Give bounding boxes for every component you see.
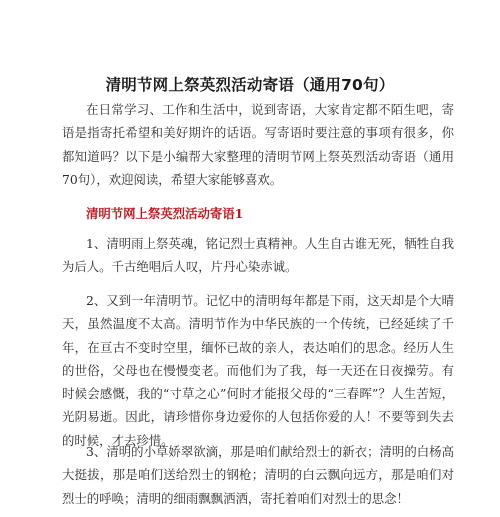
- document-title: 清明节网上祭英烈活动寄语（通用70句）: [105, 76, 395, 95]
- section-heading: 清明节网上祭英烈活动寄语1: [86, 206, 244, 221]
- paragraph-3: 3、清明的小草娇翠欲滴，那是咱们献给烈士的新衣；清明的白杨高大挺拔，那是咱们送给烈士的钢枪；清明的白云飘向远方，那是咱们对烈士的呼唤；清明的细雨飘飘洒洒，寄托着咱们对烈士的思念！: [62, 444, 454, 506]
- intro-paragraph: 在日常学习、工作和生活中，说到寄语，大家肯定都不陌生吧，寄语是指寄托希望和美好期许的话语。写寄语时要注意的事项有很多，你都知道吗？以下是小编帮大家整理的清明节网上祭英烈活动寄语（通用70句），欢迎阅读，希望大家能够喜欢。: [62, 102, 454, 187]
- paragraph-2: 2、又到一年清明节。记忆中的清明每年都是下雨，这天却是个大晴天，虽然温度不太高。清明节作为中华民族的一个传统，已经延续了千年，在亘古不变时空里，缅怀已故的亲人，表达咱们的思念。经历人生的世俗，父母也在慢慢变老。而他们为了我，每一天还在日夜操劳。有时候会感慨，我的“寸草之心”何时才能报父母的“三春晖”？人生苦短，光阴易逝。因此，请珍惜你身边爱你的人包括你爱的人！不要等到失去的时候，才去珍惜。: [62, 293, 454, 448]
- paragraph-1: 1、清明雨上祭英魂，铭记烈士真精神。人生自古谁无死，牺牲自我为后人。千古绝唱后人叹，片丹心染赤诚。: [62, 236, 454, 275]
